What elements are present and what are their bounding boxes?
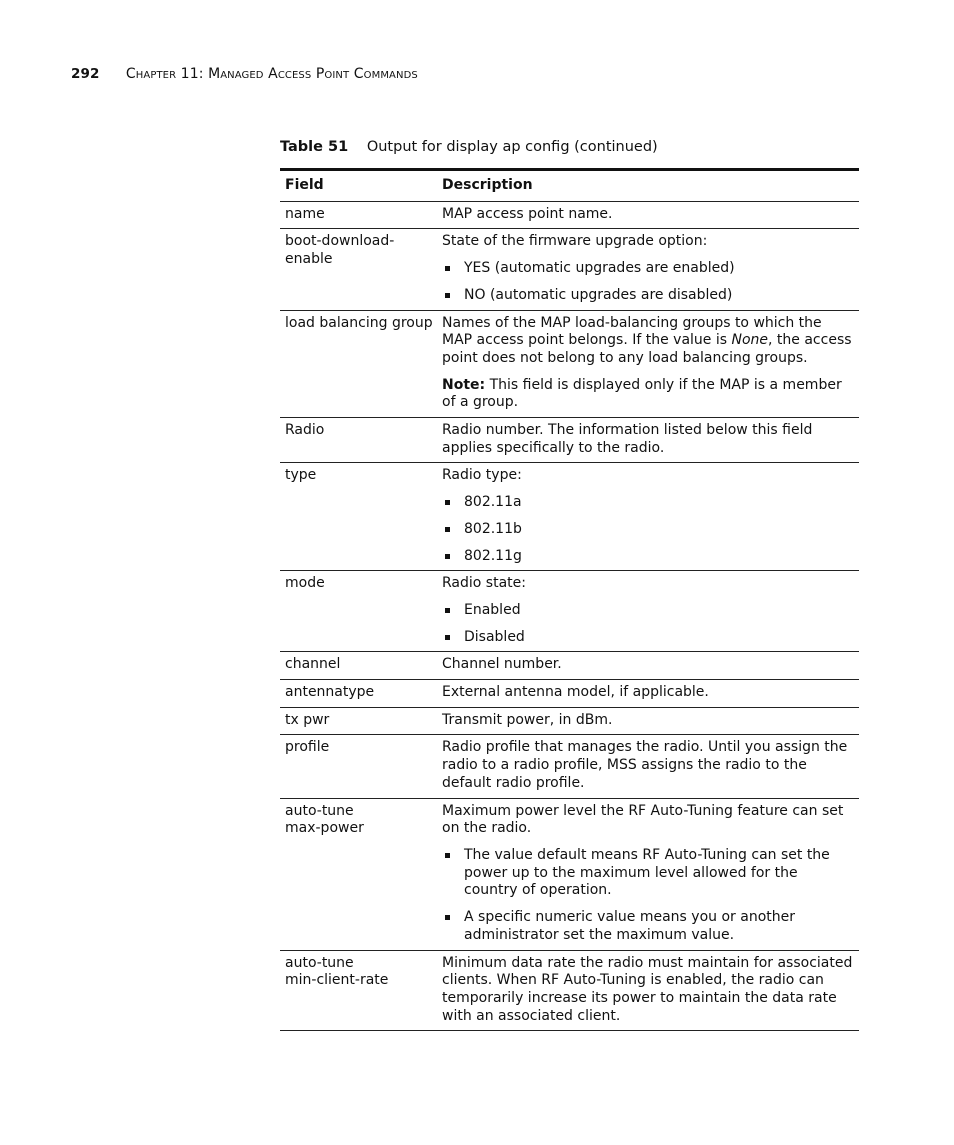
- description-cell: [438, 571, 859, 651]
- field-cell: load balancing group: [285, 314, 433, 331]
- table-caption: [280, 139, 658, 155]
- chapter-title: Chapter 11: Managed Access Point Commands: [125, 66, 418, 82]
- description-text: Channel number.: [442, 656, 562, 673]
- bullet-item: 802.11b: [442, 521, 853, 539]
- description-text: Radio number. The information listed below this field applies specifically to the radio.: [442, 422, 813, 456]
- field-cell: mode: [285, 575, 325, 592]
- table-row: [280, 229, 859, 310]
- bullet-list: [442, 494, 853, 565]
- description-text: State of the firmware upgrade option:: [442, 233, 708, 250]
- description-text: Minimum data rate the radio must maintain for associated clients. When RF Auto-Tuning is enabled, the radio can temporarily increase its power to maintain the data rate with an associated client.: [442, 954, 853, 1024]
- field-cell: antennatype: [285, 684, 375, 701]
- description-text-part: Names of the MAP load-balancing groups to which the MAP access point belongs. If the value is: [442, 314, 822, 349]
- description-text: Radio type:: [442, 467, 522, 484]
- description-cell: [438, 202, 859, 229]
- config-table: [280, 168, 859, 1031]
- description-cell: [438, 735, 859, 797]
- table-row: [280, 463, 859, 571]
- bullet-item: A specific numeric value means you or another administrator set the maximum value.: [442, 909, 853, 944]
- table-row: [280, 652, 859, 680]
- column-header-field: Field: [285, 177, 324, 193]
- table-row: [280, 799, 859, 951]
- description-cell: [438, 799, 859, 950]
- bullet-item: YES (automatic upgrades are enabled): [442, 260, 853, 278]
- description-text: [442, 315, 853, 368]
- bullet-item: NO (automatic upgrades are disabled): [442, 287, 853, 305]
- bullet-item: The value default means RF Auto-Tuning can set the power up to the maximum level allowed for the country of operation.: [442, 847, 853, 900]
- description-text: MAP access point name.: [442, 205, 613, 222]
- description-cell: [438, 418, 859, 462]
- table-row: [280, 202, 859, 230]
- field-cell: name: [285, 205, 325, 222]
- table-row: [280, 951, 859, 1032]
- bullet-list: [442, 602, 853, 646]
- table-row: [280, 418, 859, 463]
- table-row: [280, 680, 859, 708]
- field-cell: auto-tune min-client-rate: [285, 954, 389, 989]
- page-number: 292: [71, 66, 100, 82]
- description-cell: [438, 652, 859, 679]
- table-header-row: [280, 171, 859, 202]
- field-cell: profile: [285, 739, 330, 756]
- description-emphasis: None: [731, 332, 769, 349]
- table-label: Table 51: [280, 139, 349, 155]
- description-cell: [438, 708, 859, 735]
- description-cell: [438, 463, 859, 570]
- note: [442, 377, 853, 412]
- field-cell: channel: [285, 656, 341, 673]
- note-text: This field is displayed only if the MAP is a member of a group.: [442, 376, 842, 411]
- description-text: Transmit power, in dBm.: [442, 711, 613, 728]
- bullet-list: [442, 260, 853, 304]
- bullet-item: Disabled: [442, 629, 853, 647]
- bullet-item: 802.11g: [442, 548, 853, 566]
- page-header: [71, 66, 418, 82]
- field-cell: Radio: [285, 422, 325, 439]
- field-cell: tx pwr: [285, 711, 330, 728]
- field-cell: type: [285, 467, 317, 484]
- table-row: [280, 571, 859, 652]
- table-title: Output for display ap config (continued): [366, 139, 658, 155]
- description-text: External antenna model, if applicable.: [442, 684, 709, 701]
- table-row: [280, 735, 859, 798]
- table-row: [280, 708, 859, 736]
- description-text-part: , the access point does not belong to any load balancing groups.: [442, 332, 852, 366]
- description-cell: [438, 311, 859, 418]
- bullet-item: Enabled: [442, 602, 853, 620]
- field-cell: boot-download- enable: [285, 233, 395, 268]
- description-cell: [438, 951, 859, 1031]
- bullet-list: [442, 847, 853, 945]
- description-cell: [438, 680, 859, 707]
- column-header-description: Description: [442, 177, 533, 193]
- description-text: Radio state:: [442, 575, 526, 592]
- description-cell: [438, 229, 859, 309]
- description-text: Radio profile that manages the radio. Until you assign the radio to a radio profile, MSS assigns the radio to the default radio profile.: [442, 739, 848, 791]
- description-text: Maximum power level the RF Auto-Tuning feature can set on the radio.: [442, 802, 844, 837]
- note-label: Note:: [442, 376, 486, 393]
- field-cell: auto-tune max-power: [285, 802, 364, 837]
- bullet-item: 802.11a: [442, 494, 853, 512]
- table-row: [280, 311, 859, 419]
